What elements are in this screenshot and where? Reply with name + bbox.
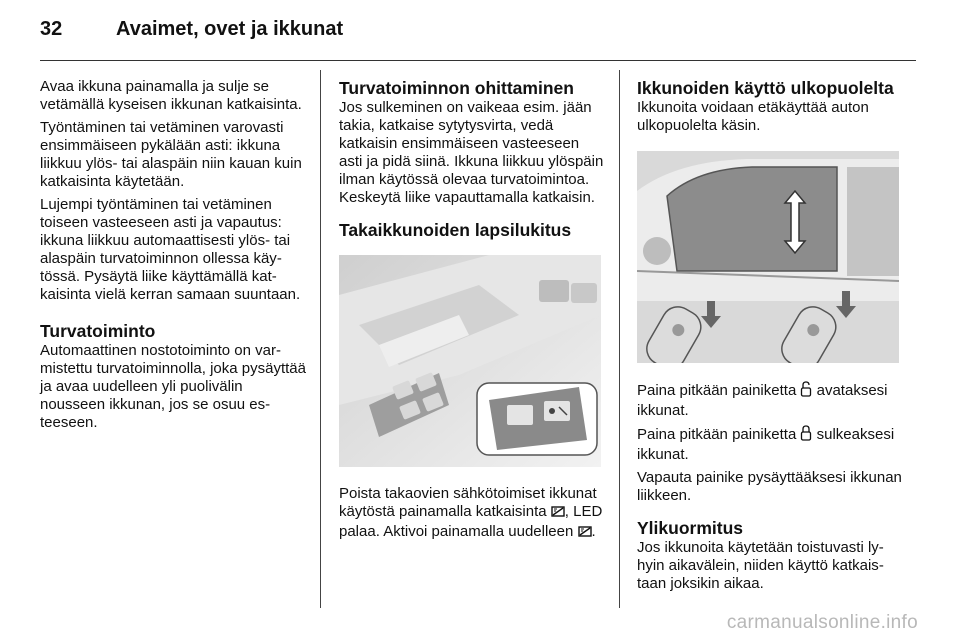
paragraph: Vapauta painike pysäyttääksesi ikkunan liikkeen. bbox=[637, 469, 902, 504]
paragraph bbox=[637, 381, 903, 420]
paragraph: Ikkunoita voidaan etäkäyttää auton ulkopuolelta käsin. bbox=[637, 99, 869, 134]
heading-child-lock: Takaikkunoiden lapsilukitus bbox=[339, 220, 572, 240]
unlock-icon bbox=[800, 381, 812, 402]
text-run: . bbox=[591, 523, 596, 540]
child-lock-switch-illustration bbox=[339, 255, 601, 467]
paragraph: Työntäminen tai vetäminen varovasti ensimmäiseen pykälään asti: ikkuna liikkuu ylös- tai alaspäin niin kauan kuin katkaisinta käytetään. bbox=[40, 119, 302, 190]
column-middle bbox=[339, 78, 605, 548]
heading-safety-function: Turvatoiminto bbox=[40, 321, 156, 341]
child-lock-window-icon bbox=[551, 504, 565, 523]
child-lock-window-icon bbox=[578, 524, 592, 543]
remote-key-window-illustration bbox=[637, 151, 899, 363]
text-run: sulkeaksesi ikkunat. bbox=[637, 426, 895, 463]
page-header bbox=[40, 18, 343, 41]
column-divider bbox=[320, 70, 321, 608]
heading-override: Turvatoiminnon ohittaminen bbox=[339, 78, 574, 98]
column-right bbox=[637, 78, 903, 598]
paragraph: Avaa ikkuna painamalla ja sulje se vetämällä kyseisen ikkunan katkaisinta. bbox=[40, 78, 302, 113]
paragraph: Jos sulkeminen on vaikeaa esim. jään takia, katkaise sytytysvirta, vedä katkaisin ensimmäiseen vasteeseen asti ja pidä siinä. Ikkuna liikkuu ylöspäin ilman käytössä olevaa turvatoimintoa. Keskeytä liike vapauttamalla katkaisin. bbox=[339, 99, 604, 206]
column-divider bbox=[619, 70, 620, 608]
heading-remote-operation: Ikkunoiden käyttö ulkopuolelta bbox=[637, 78, 894, 98]
paragraph bbox=[339, 485, 605, 543]
text-run: avataksesi ikkunat. bbox=[637, 382, 888, 419]
paragraph: Lujempi työntäminen tai vetäminen toiseen vasteeseen asti ja vapautus: ikkuna liikkuu automaattisesti ylös- tai alaspäin turvatoiminnon ollessa käytössä. Pysäytä liike käyttämällä katkaisinta vielä kerran samaan suuntaan. bbox=[40, 196, 301, 303]
paragraph bbox=[637, 425, 903, 464]
text-run: Poista takaovien sähkötoimiset ikkunat käytöstä painamalla katkaisinta bbox=[339, 485, 597, 520]
lock-icon bbox=[800, 425, 812, 446]
text-run: , LED palaa. Aktivoi painamalla uudelleen bbox=[339, 503, 603, 540]
text-run: Paina pitkään painiketta bbox=[637, 426, 801, 443]
paragraph: Jos ikkunoita käytetään toistuvasti lyhyin aikavälein, niiden käyttö katkaistaan joksikin aikaa. bbox=[637, 539, 884, 592]
heading-overload: Ylikuormitus bbox=[637, 518, 743, 538]
header-rule bbox=[40, 60, 916, 61]
text-run: Paina pitkään painiketta bbox=[637, 382, 801, 399]
paragraph: Automaattinen nostotoiminto on varmistettu turvatoiminnolla, joka pysäyttää ja avaa uudelleen yli puolivälin nousseen ikkunan, jos se osuu esteeseen. bbox=[40, 342, 306, 431]
column-left bbox=[40, 78, 306, 437]
watermark: carmanualsonline.info bbox=[726, 612, 918, 633]
page-number: 32 bbox=[40, 18, 63, 40]
page-title: Avaimet, ovet ja ikkunat bbox=[116, 18, 344, 40]
